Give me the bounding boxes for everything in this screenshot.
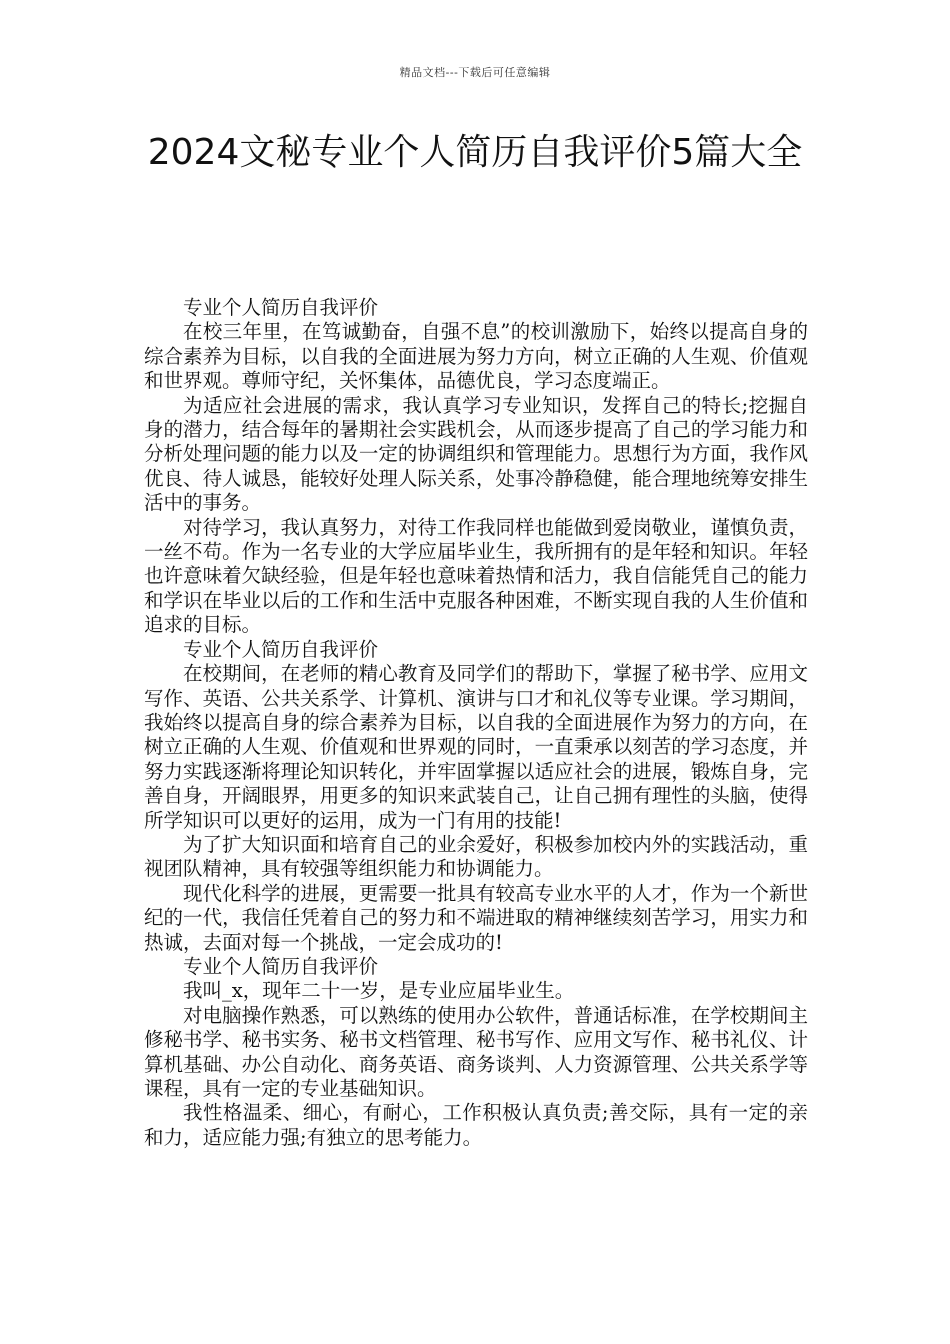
paragraph: 现代化科学的进展，更需要一批具有较高专业水平的人才，作为一个新世纪的一代，我信任凭着自己的努力和不端进取的精神继续刻苦学习，用实力和热诚，去面对每一个挑战，一定会成功的! xyxy=(144,881,808,954)
paragraph: 对电脑操作熟悉，可以熟练的使用办公软件，普通话标准，在学校期间主修秘书学、秘书实务、秘书文档管理、秘书写作、应用文写作、秘书礼仪、计算机基础、办公自动化、商务英语、商务谈判、人力资源管理、公共关系学等课程，具有一定的专业基础知识。 xyxy=(144,1003,808,1100)
paragraph: 我叫_x，现年二十一岁，是专业应届毕业生。 xyxy=(183,979,575,1003)
paragraph: 在校期间，在老师的精心教育及同学们的帮助下，掌握了秘书学、应用文写作、英语、公共关系学、计算机、演讲与口才和礼仪等专业课。学习期间，我始终以提高自身的综合素养为目标，以自我的全面进展作为努力的方向，在树立正确的人生观、价值观和世界观的同时，一直秉承以刻苦的学习态度，并努力实践逐渐将理论知识转化，并牢固掌握以适应社会的进展，锻炼自身，完善自身，开阔眼界，用更多的知识来武装自己，让自己拥有理性的头脑，使得所学知识可以更好的运用，成为一门有用的技能! xyxy=(144,662,808,832)
paragraph: 在校三年里，在笃诚勤奋，自强不息”的校训激励下，始终以提高自身的综合素养为目标，以自我的全面进展为努力方向，树立正确的人生观、价值观和世界观。尊师守纪，关怀集体，品德优良，学习态度端正。 xyxy=(144,320,808,393)
paragraph: 为了扩大知识面和培育自己的业余爱好，积极参加校内外的实践活动，重视团队精神，具有较强等组织能力和协调能力。 xyxy=(144,832,808,881)
paragraph: 我性格温柔、细心，有耐心，工作积极认真负责;善交际，具有一定的亲和力，适应能力强;有独立的思考能力。 xyxy=(144,1101,808,1149)
paragraph: 对待学习，我认真努力，对待工作我同样也能做到爱岗敬业，谨慎负责，一丝不苟。作为一名专业的大学应届毕业生，我所拥有的是年轻和知识。年轻也许意味着欠缺经验，但是年轻也意味着热情和活力，我自信能凭自己的能力和学识在毕业以后的工作和生活中克服各种困难，不断实现自我的人生价值和追求的目标。 xyxy=(144,515,808,637)
section-heading: 专业个人简历自我评价 xyxy=(183,954,379,978)
section-heading: 专业个人简历自我评价 xyxy=(183,296,379,319)
document-title: 2024文秘专业个人简历自我评价5篇大全 xyxy=(147,132,803,173)
document-body xyxy=(144,296,808,1150)
section-heading: 专业个人简历自我评价 xyxy=(183,637,379,661)
paragraph: 为适应社会进展的需求，我认真学习专业知识，发挥自己的特长;挖掘自身的潜力，结合每年的暑期社会实践机会，从而逐步提高了自己的学习能力和分析处理问题的能力以及一定的协调组织和管理能力。思想行为方面，我作风优良、待人诚恳，能较好处理人际关系，处事冷静稳健，能合理地统筹安排生活中的事务。 xyxy=(144,393,808,515)
header-note: 精品文档---下载后可任意编辑 xyxy=(399,66,551,79)
